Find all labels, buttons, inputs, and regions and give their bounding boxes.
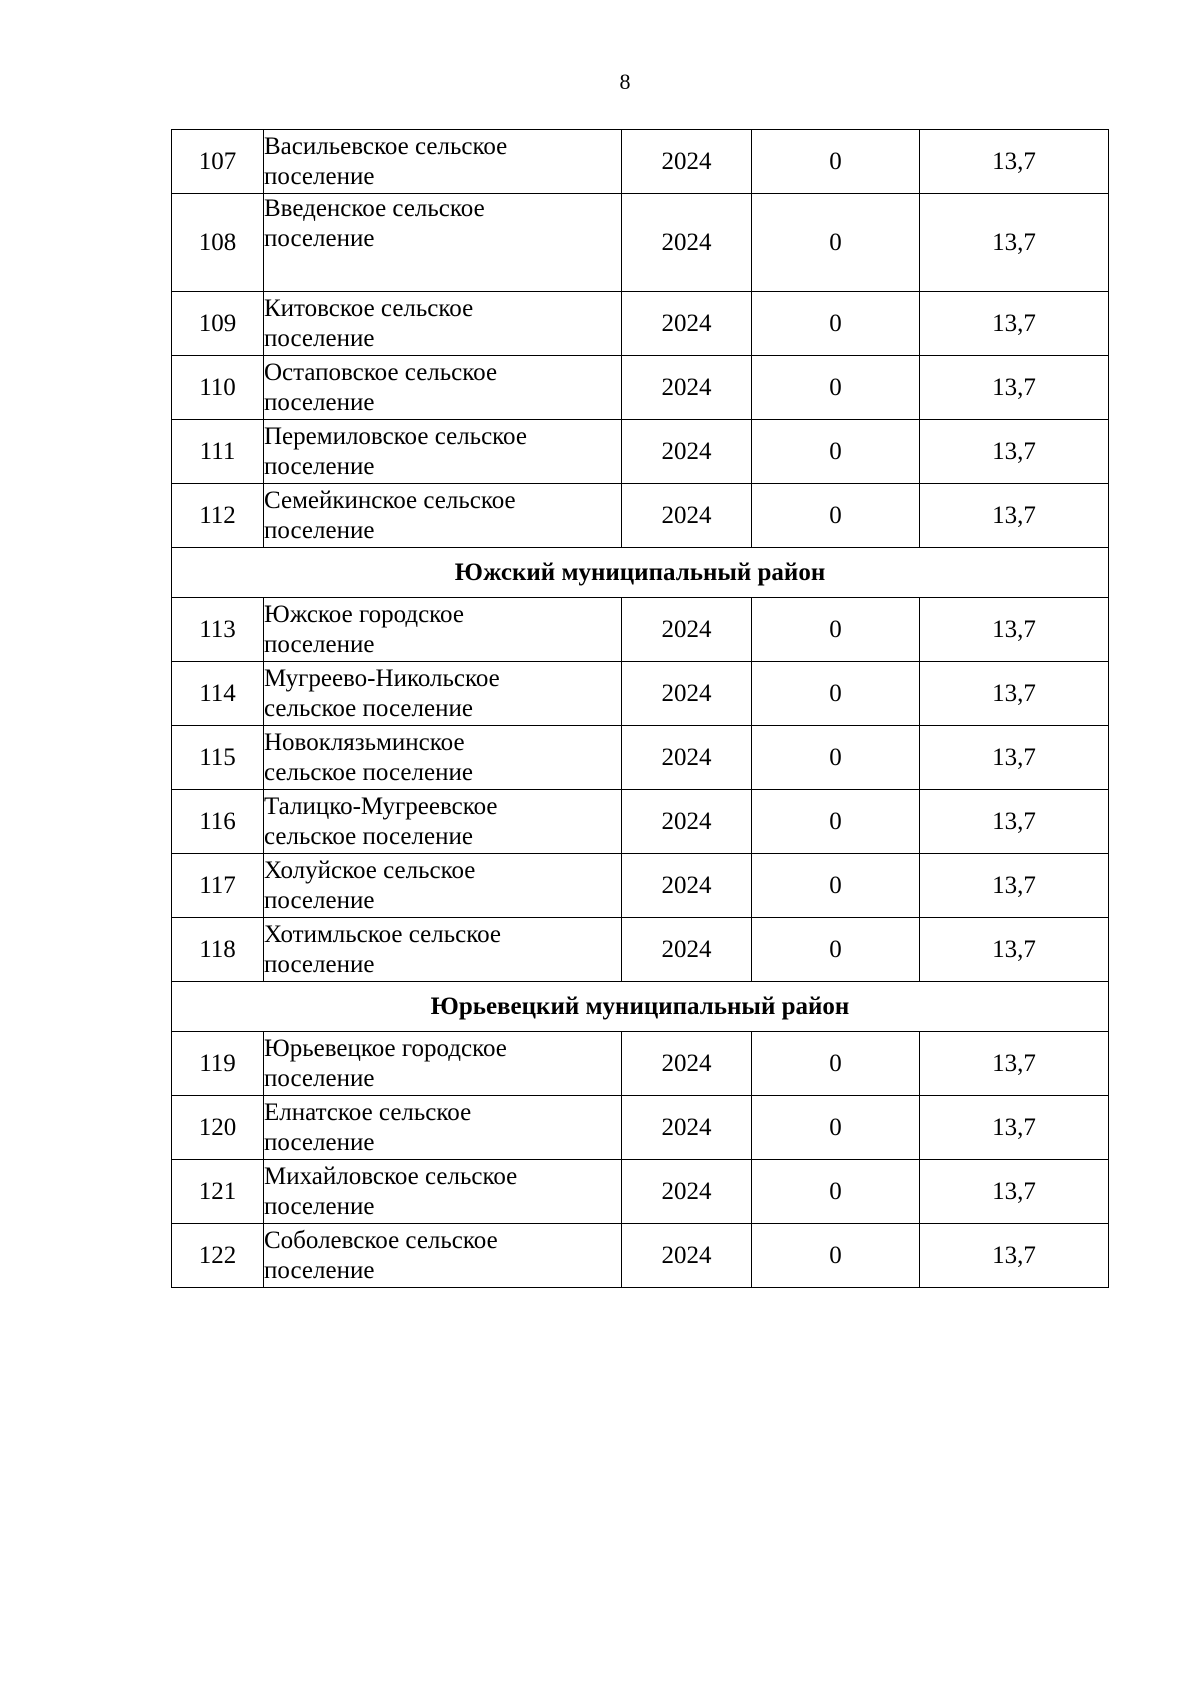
settlement-name	[264, 420, 622, 484]
name-line: Васильевское сельское	[264, 132, 508, 160]
district-title: Южский муниципальный район	[172, 548, 1109, 598]
settlement-name	[264, 598, 622, 662]
year-cell: 2024	[622, 484, 752, 548]
row-number: 118	[172, 918, 264, 982]
district-title: Юрьевецкий муниципальный район	[172, 982, 1109, 1032]
zero-cell: 0	[752, 598, 920, 662]
name-line: поселение	[264, 516, 375, 544]
name-line: Талицко-Мугреевское	[264, 792, 498, 820]
table-row	[172, 130, 1109, 194]
zero-cell: 0	[752, 1032, 920, 1096]
name-line: поселение	[264, 950, 375, 978]
zero-cell: 0	[752, 854, 920, 918]
zero-cell: 0	[752, 130, 920, 194]
settlement-name	[264, 356, 622, 420]
data-table	[171, 129, 1109, 1288]
settlement-name	[264, 726, 622, 790]
zero-cell: 0	[752, 918, 920, 982]
settlement-name	[264, 854, 622, 918]
table-row	[172, 726, 1109, 790]
name-line: поселение	[264, 324, 375, 352]
row-number: 107	[172, 130, 264, 194]
name-line: поселение	[264, 1192, 375, 1220]
name-line: Мугреево-Никольское	[264, 664, 500, 692]
row-number: 112	[172, 484, 264, 548]
zero-cell: 0	[752, 662, 920, 726]
zero-cell: 0	[752, 356, 920, 420]
value-cell: 13,7	[920, 918, 1109, 982]
settlement-name	[264, 790, 622, 854]
zero-cell: 0	[752, 1160, 920, 1224]
value-cell: 13,7	[920, 854, 1109, 918]
year-cell: 2024	[622, 918, 752, 982]
settlement-name	[264, 918, 622, 982]
zero-cell: 0	[752, 1096, 920, 1160]
table-row	[172, 356, 1109, 420]
row-number: 110	[172, 356, 264, 420]
row-number: 114	[172, 662, 264, 726]
year-cell: 2024	[622, 790, 752, 854]
name-line: поселение	[264, 452, 375, 480]
name-line: поселение	[264, 162, 375, 190]
row-number: 120	[172, 1096, 264, 1160]
year-cell: 2024	[622, 1224, 752, 1288]
name-line: поселение	[264, 1256, 375, 1284]
year-cell: 2024	[622, 598, 752, 662]
value-cell: 13,7	[920, 726, 1109, 790]
name-line: Остаповское сельское	[264, 358, 498, 386]
table-row	[172, 854, 1109, 918]
settlement-name	[264, 1032, 622, 1096]
table-row	[172, 918, 1109, 982]
value-cell: 13,7	[920, 1096, 1109, 1160]
section-header-row	[172, 982, 1109, 1032]
zero-cell: 0	[752, 420, 920, 484]
table-row	[172, 1160, 1109, 1224]
table-row	[172, 194, 1109, 292]
table-row	[172, 484, 1109, 548]
year-cell: 2024	[622, 292, 752, 356]
year-cell: 2024	[622, 130, 752, 194]
page-number: 8	[619, 69, 631, 94]
settlement-name	[264, 1096, 622, 1160]
row-number: 113	[172, 598, 264, 662]
year-cell: 2024	[622, 356, 752, 420]
row-number: 121	[172, 1160, 264, 1224]
settlement-name	[264, 662, 622, 726]
name-line: поселение	[264, 886, 375, 914]
table-row	[172, 420, 1109, 484]
row-number: 116	[172, 790, 264, 854]
value-cell: 13,7	[920, 292, 1109, 356]
table-row	[172, 1224, 1109, 1288]
name-line: Хотимльское сельское	[264, 920, 502, 948]
name-line: сельское поселение	[264, 758, 473, 786]
name-line: поселение	[264, 1064, 375, 1092]
table-row	[172, 790, 1109, 854]
value-cell: 13,7	[920, 420, 1109, 484]
value-cell: 13,7	[920, 598, 1109, 662]
year-cell: 2024	[622, 726, 752, 790]
settlement-name	[264, 292, 622, 356]
name-line: Новоклязьминское	[264, 728, 465, 756]
table-row	[172, 292, 1109, 356]
name-line: Семейкинское сельское	[264, 486, 516, 514]
year-cell: 2024	[622, 854, 752, 918]
zero-cell: 0	[752, 292, 920, 356]
name-line: сельское поселение	[264, 694, 473, 722]
settlement-name	[264, 194, 622, 292]
row-number: 122	[172, 1224, 264, 1288]
table-row	[172, 1032, 1109, 1096]
year-cell: 2024	[622, 1096, 752, 1160]
row-number: 117	[172, 854, 264, 918]
value-cell: 13,7	[920, 484, 1109, 548]
value-cell: 13,7	[920, 356, 1109, 420]
settlement-name	[264, 1160, 622, 1224]
name-line: Южское городское	[264, 600, 464, 628]
value-cell: 13,7	[920, 662, 1109, 726]
name-line: Елнатское сельское	[264, 1098, 472, 1126]
zero-cell: 0	[752, 726, 920, 790]
table-row	[172, 598, 1109, 662]
value-cell: 13,7	[920, 1032, 1109, 1096]
name-line: поселение	[264, 630, 375, 658]
zero-cell: 0	[752, 790, 920, 854]
year-cell: 2024	[622, 1160, 752, 1224]
name-line: Китовское сельское	[264, 294, 474, 322]
settlement-name	[264, 1224, 622, 1288]
year-cell: 2024	[622, 662, 752, 726]
year-cell: 2024	[622, 194, 752, 292]
zero-cell: 0	[752, 1224, 920, 1288]
row-number: 115	[172, 726, 264, 790]
name-line: Перемиловское сельское	[264, 422, 527, 450]
row-number: 119	[172, 1032, 264, 1096]
table-row	[172, 662, 1109, 726]
name-line: Михайловское сельское	[264, 1162, 518, 1190]
settlement-name	[264, 484, 622, 548]
name-line: Соболевское сельское	[264, 1226, 498, 1254]
row-number: 111	[172, 420, 264, 484]
section-header-row	[172, 548, 1109, 598]
table-row	[172, 1096, 1109, 1160]
zero-cell: 0	[752, 484, 920, 548]
name-line: сельское поселение	[264, 822, 473, 850]
year-cell: 2024	[622, 1032, 752, 1096]
zero-cell: 0	[752, 194, 920, 292]
value-cell: 13,7	[920, 1224, 1109, 1288]
row-number: 109	[172, 292, 264, 356]
value-cell: 13,7	[920, 790, 1109, 854]
name-line: Холуйское сельское	[264, 856, 476, 884]
name-line: поселение	[264, 388, 375, 416]
name-line: поселение	[264, 1128, 375, 1156]
year-cell: 2024	[622, 420, 752, 484]
settlement-name	[264, 130, 622, 194]
row-number: 108	[172, 194, 264, 292]
value-cell: 13,7	[920, 1160, 1109, 1224]
name-line: Введенское сельское	[264, 195, 485, 222]
name-line: поселение	[264, 225, 375, 252]
name-line: Юрьевецкое городское	[264, 1034, 507, 1062]
value-cell: 13,7	[920, 130, 1109, 194]
value-cell: 13,7	[920, 194, 1109, 292]
